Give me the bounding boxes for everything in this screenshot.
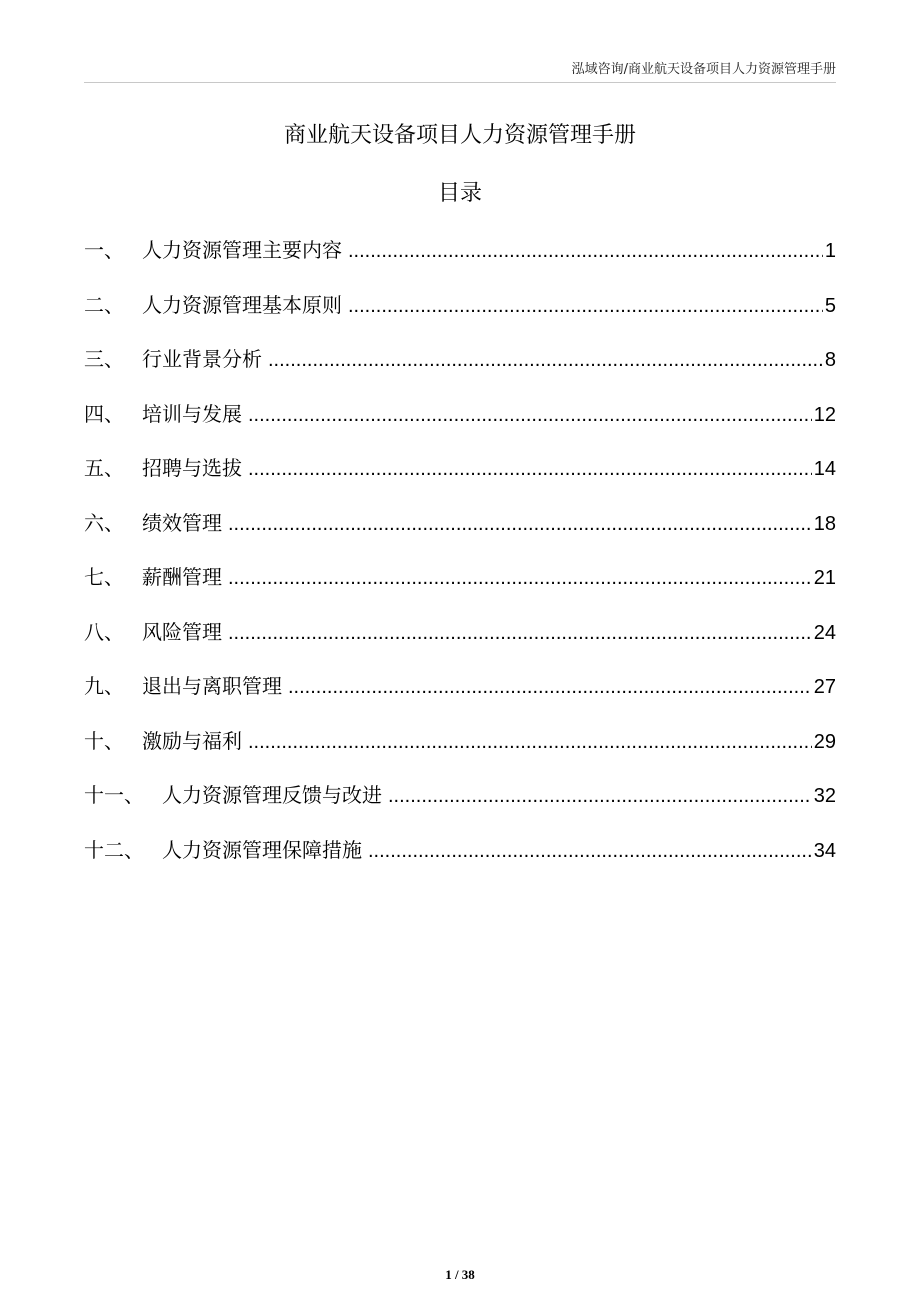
toc-entry-label: 人力资源管理反馈与改进 [162,783,382,807]
toc-entry[interactable] [84,559,836,614]
toc-leader-dots [248,397,812,433]
toc-leader-dots [228,560,812,596]
toc-entry-page: 1 [824,240,836,262]
toc-entry-page: 21 [813,567,836,589]
running-header: 泓域咨询/商业航天设备项目人力资源管理手册 [571,62,836,77]
toc-entry[interactable] [84,777,836,832]
toc-entry-page: 32 [813,785,836,807]
toc-entry[interactable] [84,505,836,560]
toc-entry-number: 六、 [84,510,124,535]
toc-entry-page: 8 [824,349,836,371]
toc-entry-page: 5 [824,294,836,317]
toc-entry[interactable] [84,832,836,887]
header-divider [84,82,836,83]
toc-entry-label: 薪酬管理 [142,565,222,589]
toc-leader-dots [368,833,812,869]
toc-entry-label: 人力资源管理主要内容 [142,238,342,262]
toc-entry[interactable] [84,232,836,287]
toc-heading: 目录 [437,181,482,206]
toc-entry-number: 十一、 [84,783,144,807]
toc-entry-page: 12 [813,403,836,426]
toc-leader-dots [248,724,812,760]
toc-leader-dots [348,233,823,269]
toc-leader-dots [388,778,812,814]
toc-entry-page: 18 [813,512,836,535]
toc-entry[interactable] [84,396,836,451]
toc-entry-number: 十二、 [84,837,144,862]
toc-entry[interactable] [84,723,836,778]
toc-entry-page: 29 [813,730,836,753]
toc-entry-page: 34 [813,839,836,862]
toc-leader-dots [288,669,812,705]
toc-entry-number: 三、 [84,347,124,371]
toc-entry-number: 二、 [84,292,124,317]
toc-leader-dots [228,506,812,542]
toc-entry-number: 九、 [84,674,124,698]
toc-entry-number: 七、 [84,565,124,589]
document-title: 商业航天设备项目人力资源管理手册 [283,123,636,148]
toc-entry-label: 行业背景分析 [142,347,262,371]
toc-entry-label: 培训与发展 [142,401,242,426]
toc-entry-label: 激励与福利 [142,728,242,753]
toc-entry-page: 24 [813,621,836,644]
table-of-contents [84,232,836,886]
toc-entry[interactable] [84,668,836,723]
toc-entry-number: 一、 [84,238,124,262]
toc-leader-dots [268,342,823,378]
toc-entry-page: 27 [813,676,836,698]
toc-entry-label: 风险管理 [142,619,222,644]
toc-entry-number: 五、 [84,456,124,480]
toc-entry-label: 招聘与选拔 [142,456,242,480]
toc-entry-label: 绩效管理 [142,510,222,535]
toc-entry-number: 四、 [84,401,124,426]
toc-entry-number: 十、 [84,728,124,753]
toc-entry-page: 14 [813,458,836,480]
toc-entry-label: 人力资源管理保障措施 [162,837,362,862]
toc-entry-label: 退出与离职管理 [142,674,282,698]
toc-leader-dots [348,288,823,324]
toc-entry-number: 八、 [84,619,124,644]
toc-entry[interactable] [84,287,836,342]
toc-leader-dots [248,451,812,487]
toc-leader-dots [228,615,812,651]
toc-entry-label: 人力资源管理基本原则 [142,292,342,317]
page-number: 1 / 38 [445,1267,475,1282]
toc-entry[interactable] [84,341,836,396]
toc-entry[interactable] [84,614,836,669]
toc-entry[interactable] [84,450,836,505]
